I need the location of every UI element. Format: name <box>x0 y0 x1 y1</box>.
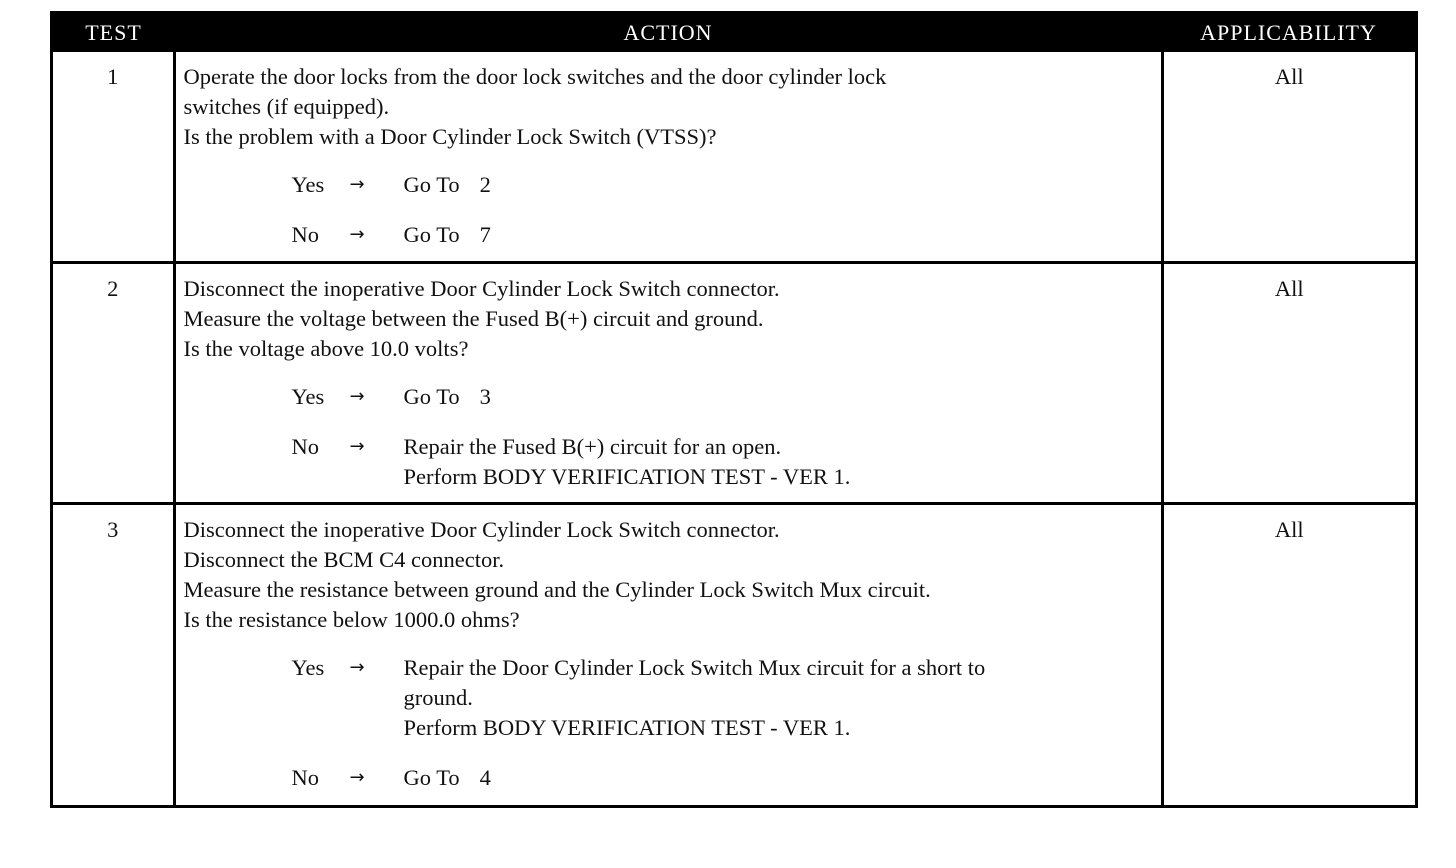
action-line: Disconnect the inoperative Door Cylinder Lock Switch connector. <box>183 275 780 301</box>
diagnostic-table-frame <box>50 11 1418 808</box>
goto-test-number: 7 <box>479 222 491 247</box>
action-cell <box>174 52 1162 262</box>
answer-yes <box>292 382 1155 412</box>
table-header-row <box>53 14 1415 52</box>
answer-no-label: No <box>291 764 319 790</box>
answer-yes-instructions <box>404 653 1155 743</box>
answer-yes-label: Yes <box>291 383 325 409</box>
action-line: Measure the voltage between the Fused B(+) circuit and ground. <box>183 305 764 331</box>
action-cell <box>174 262 1162 503</box>
test-number: 1 <box>53 52 174 262</box>
answer-list <box>184 382 1155 492</box>
test-number: 2 <box>53 262 174 503</box>
answer-yes-label: Yes <box>291 654 325 680</box>
goto-test-number: 4 <box>479 764 491 790</box>
answer-yes <box>292 170 1155 200</box>
goto-text: Go To <box>403 383 460 409</box>
applicability-cell: All <box>1162 503 1415 805</box>
answer-yes <box>292 653 1155 743</box>
instruction-line: Repair the Door Cylinder Lock Switch Mux circuit for a short to <box>403 654 986 680</box>
instruction-line: ground. <box>403 684 473 710</box>
answer-no-label: No <box>291 222 319 247</box>
answer-no <box>292 220 1155 250</box>
action-question: Is the voltage above 10.0 volts? <box>183 335 469 361</box>
answer-list <box>184 653 1155 793</box>
action-line: Measure the resistance between ground and the Cylinder Lock Switch Mux circuit. <box>183 576 931 602</box>
action-cell <box>174 503 1162 805</box>
goto-text: Go To <box>403 222 460 247</box>
action-line: Disconnect the BCM C4 connector. <box>183 546 505 572</box>
right-arrow-icon: → <box>349 385 365 407</box>
goto-text: Go To <box>403 764 460 790</box>
table-row-test-3 <box>53 503 1415 805</box>
applicability-cell: All <box>1274 64 1304 89</box>
action-question: Is the resistance below 1000.0 ohms? <box>183 606 520 632</box>
applicability-cell: All <box>1162 262 1415 503</box>
diagnostic-test-table <box>53 14 1415 805</box>
action-line: Operate the door locks from the door lock switches and the door cylinder lock <box>183 64 887 89</box>
instruction-line: Perform BODY VERIFICATION TEST - VER 1. <box>403 463 851 489</box>
header-test: TEST <box>53 14 174 52</box>
instruction-line: Perform BODY VERIFICATION TEST - VER 1. <box>403 714 851 740</box>
answer-no-instructions <box>404 432 1155 492</box>
answer-no-goto <box>404 763 1155 793</box>
right-arrow-icon: → <box>349 174 365 195</box>
right-arrow-icon: → <box>349 766 365 788</box>
action-question: Is the problem with a Door Cylinder Lock Switch (VTSS)? <box>183 124 717 149</box>
action-line: switches (if equipped). <box>183 94 390 119</box>
header-applicability: APPLICABILITY <box>1162 14 1415 52</box>
test-number: 3 <box>53 503 174 805</box>
goto-text: Go To <box>403 172 460 197</box>
answer-yes-label: Yes <box>291 172 325 197</box>
answer-no <box>292 432 1155 492</box>
goto-test-number: 2 <box>479 172 491 197</box>
answer-yes-goto <box>404 382 1155 412</box>
right-arrow-icon: → <box>349 224 365 245</box>
answer-no-label: No <box>291 433 319 459</box>
right-arrow-icon: → <box>349 656 365 678</box>
goto-test-number: 3 <box>479 383 491 409</box>
table-row-test-2 <box>53 262 1415 503</box>
answer-list <box>184 170 1155 250</box>
answer-yes-goto <box>404 170 1155 200</box>
answer-no-goto <box>404 220 1155 250</box>
right-arrow-icon: → <box>349 435 365 457</box>
action-line: Disconnect the inoperative Door Cylinder Lock Switch connector. <box>183 516 780 542</box>
table-row-test-1 <box>53 52 1415 262</box>
header-action: ACTION <box>174 14 1162 52</box>
instruction-line: Repair the Fused B(+) circuit for an open. <box>403 433 782 459</box>
answer-no <box>292 763 1155 793</box>
